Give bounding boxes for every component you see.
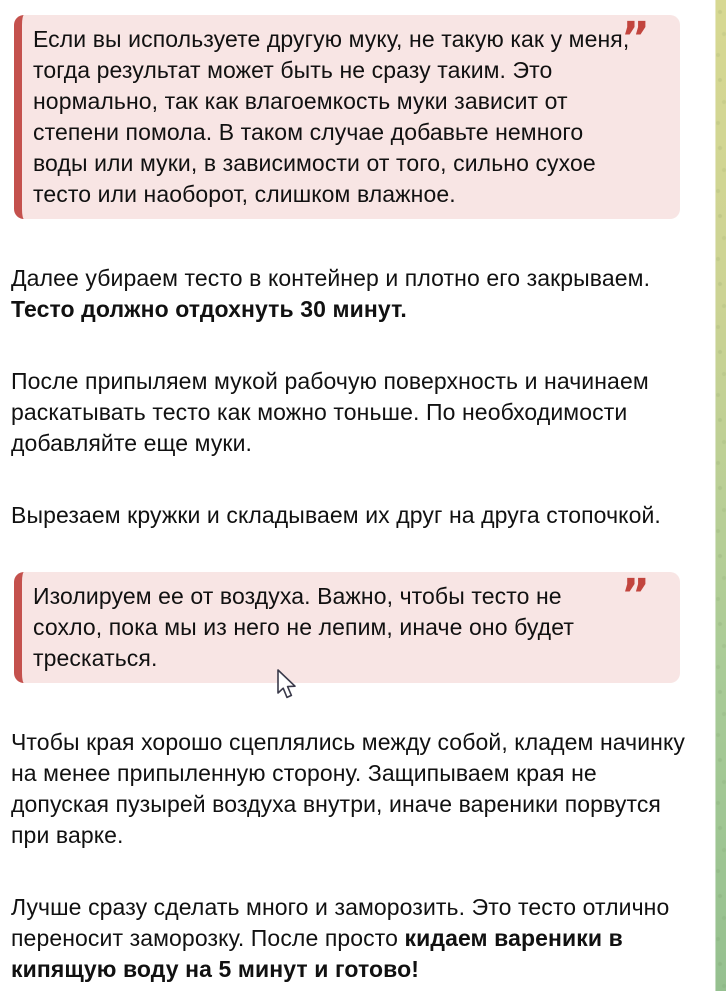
quote-mark-icon: ” <box>620 570 650 621</box>
mouse-cursor-icon <box>276 669 300 703</box>
paragraph-freeze-cook: Лучше сразу сделать много и заморозить. Это тесто отлично переносит заморозку. После просто кидаем вареники в кипящую воду на 5 минут и готово! <box>11 894 670 982</box>
chat-background-strip <box>715 0 726 991</box>
quote-mark-icon: ” <box>620 13 650 64</box>
quote-block-air-note <box>14 572 680 683</box>
quote-text: Если вы используете другую муку, не такую как у меня, тогда результат может быть не сразу таким. Это нормально, так как влагоемкость муки зависит от степени помола. В таком случае добавьте немного воды или муки, в зависимости от того, сильно сухое тесто или наоборот, слишком влажное. <box>33 26 630 207</box>
quote-block-flour-note <box>14 15 680 219</box>
paragraph-cut-circles: Вырезаем кружки и складываем их друг на друга стопочкой. <box>11 502 661 528</box>
paragraph-fill-seal: Чтобы края хорошо сцеплялись между собой, кладем начинку на менее припыленную сторону. Защипываем края не допуская пузырей воздуха внутри, иначе вареники порвутся при варке. <box>11 729 685 848</box>
paragraph-roll-dough: После припыляем мукой рабочую поверхность и начинаем раскатывать тесто как можно тоньше. По необходимости добавляйте еще муки. <box>11 368 649 456</box>
quote-text: Изолируем ее от воздуха. Важно, чтобы тесто не сохло, пока мы из него не лепим, иначе оно будет трескаться. <box>33 583 574 671</box>
paragraph-rest-dough: Далее убираем тесто в контейнер и плотно его закрываем. Тесто должно отдохнуть 30 минут. <box>11 265 651 322</box>
